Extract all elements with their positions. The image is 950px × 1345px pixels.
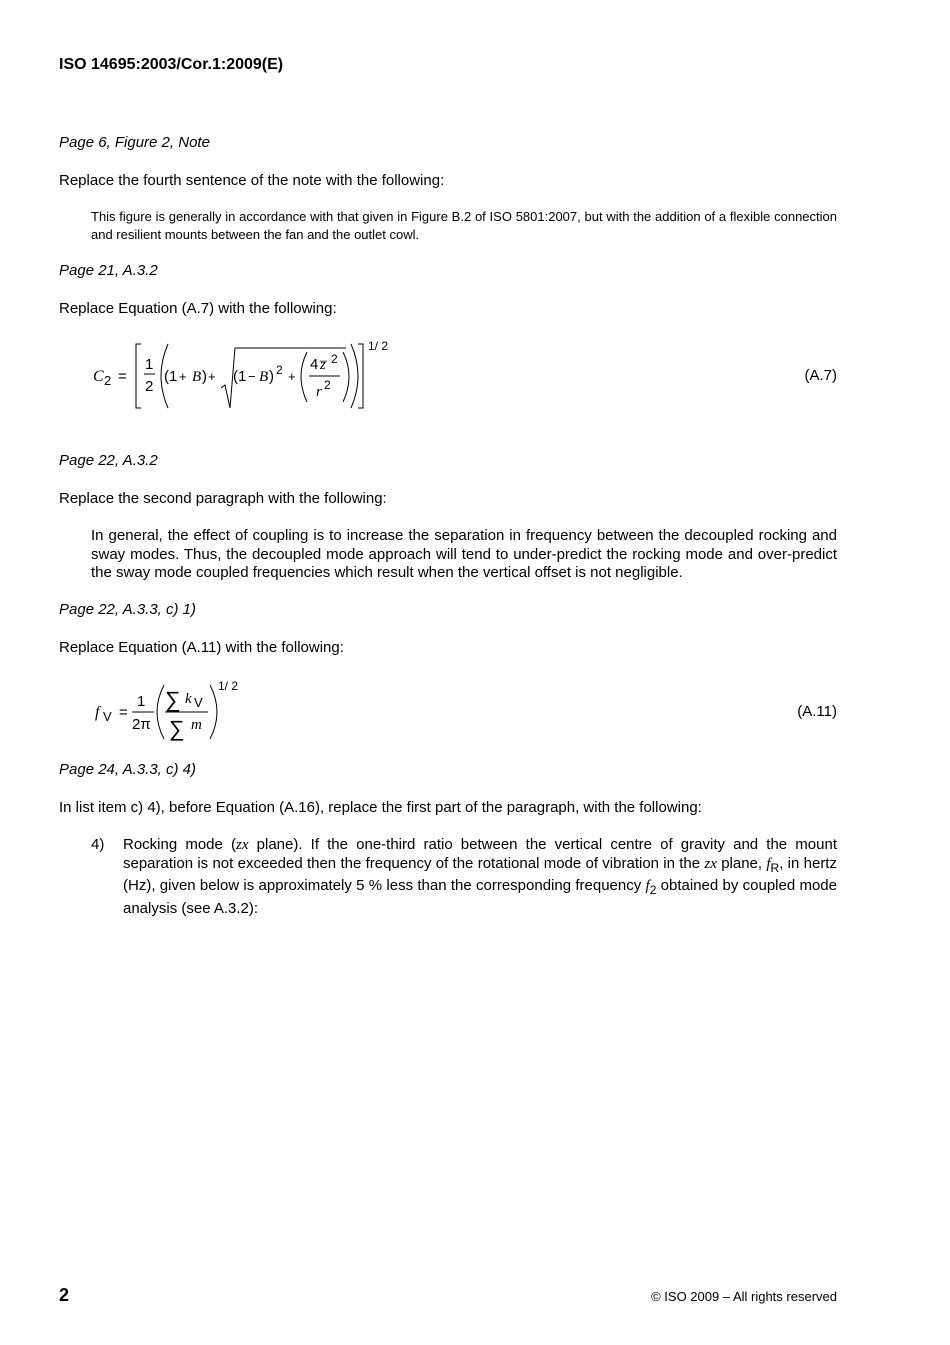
eq-a11-sigma1: ∑ xyxy=(165,687,181,712)
section-ref-5: Page 24, A.3.3, c) 4) xyxy=(59,761,197,778)
eq-a7-close: ) xyxy=(202,368,207,385)
equation-label-a7: (A.7) xyxy=(804,367,837,384)
eq-a7-one-minus: (1 xyxy=(233,368,247,385)
eq-a7-sub2: 2 xyxy=(104,373,112,388)
eq-a7-B2: B xyxy=(259,369,269,385)
eq-a11-num1: 1 xyxy=(137,693,146,710)
section-ref-1: Page 6, Figure 2, Note xyxy=(59,134,210,151)
page-number: 2 xyxy=(59,1285,70,1305)
eq-a11-sigma2: ∑ xyxy=(169,716,185,741)
eq-a7-rsq: 2 xyxy=(324,378,331,392)
equation-a11 xyxy=(88,676,258,744)
replacement-text-3: In general, the effect of coupling is to increase the separation in frequency between the decoupled rocking and sway modes. Thus, the decoupled mode approach will tend to under-predict the rocking mode and over-predict the sway mode coupled frequencies which result when the vertical offset is not negligible. xyxy=(91,527,837,581)
eq-a7-den2: 2 xyxy=(145,378,154,395)
list-item-number: 4) xyxy=(91,836,105,853)
eq-a7-zsq: 2 xyxy=(331,352,338,366)
replacement-text-1: This figure is generally in accordance with that given in Figure B.2 of ISO 5801:2007, but with the addition of a flexible connection and resilient mounts between the fan and the outlet cowl. xyxy=(91,209,837,242)
eq-a11-equals: = xyxy=(119,704,128,721)
section-instruction-4: Replace Equation (A.11) with the following: xyxy=(59,639,344,656)
eq-a7-four: 4 xyxy=(310,356,319,373)
eq-a7-num1: 1 xyxy=(145,356,154,373)
section-ref-2: Page 21, A.3.2 xyxy=(59,262,158,279)
section-instruction-5: In list item c) 4), before Equation (A.16), replace the first part of the paragraph, with the following: xyxy=(59,799,702,816)
equation-a7 xyxy=(88,336,398,412)
eq-a7-plus: + xyxy=(179,369,187,384)
section-ref-4: Page 22, A.3.3, c) 1) xyxy=(59,601,197,618)
list-item-text: Rocking mode (zx plane). If the one-third ratio between the vertical centre of gravity and the mount separation is not exceeded then the frequency of the rotational mode of vibration in the zx plane, $f_R$, in hertz (Hz), given below is approximately 5 % less than the corresponding frequency $f_2$ obtained by coupled mode analysis (see A.3.2): xyxy=(123,836,837,917)
section-instruction-3: Replace the second paragraph with the following: xyxy=(59,490,387,507)
eq-a7-equals: = xyxy=(118,368,127,385)
eq-a11-m: m xyxy=(191,717,202,733)
eq-a7-one-plus: (1 xyxy=(164,368,178,385)
eq-a11-k: k xyxy=(185,691,192,707)
equation-label-a11: (A.11) xyxy=(797,703,837,720)
eq-a11-twopi: 2π xyxy=(132,716,151,733)
eq-a7-exponent: 1/ 2 xyxy=(368,339,389,353)
eq-a7-B: B xyxy=(192,369,202,385)
document-header: ISO 14695:2003/Cor.1:2009(E) xyxy=(59,56,284,73)
eq-a7-sq: 2 xyxy=(276,363,283,377)
eq-a11-subV: V xyxy=(103,709,112,724)
eq-a11-kV: V xyxy=(194,695,203,710)
eq-a7-zbar: z̅ xyxy=(320,357,326,373)
eq-a7-plus2: + xyxy=(208,369,216,384)
copyright-notice: © ISO 2009 – All rights reserved xyxy=(651,1289,837,1304)
section-ref-3: Page 22, A.3.2 xyxy=(59,452,158,469)
eq-a7-minus: − xyxy=(248,369,256,384)
eq-a7-close2: ) xyxy=(269,368,274,385)
section-instruction-2: Replace Equation (A.7) with the following: xyxy=(59,300,337,317)
eq-a7-r: r xyxy=(316,384,322,400)
eq-a7-plus3: + xyxy=(288,369,296,384)
eq-a7-C: C xyxy=(93,368,104,385)
eq-a11-exponent: 1/ 2 xyxy=(218,679,239,693)
eq-a11-f: f xyxy=(95,704,100,721)
section-instruction-1: Replace the fourth sentence of the note with the following: xyxy=(59,172,445,189)
